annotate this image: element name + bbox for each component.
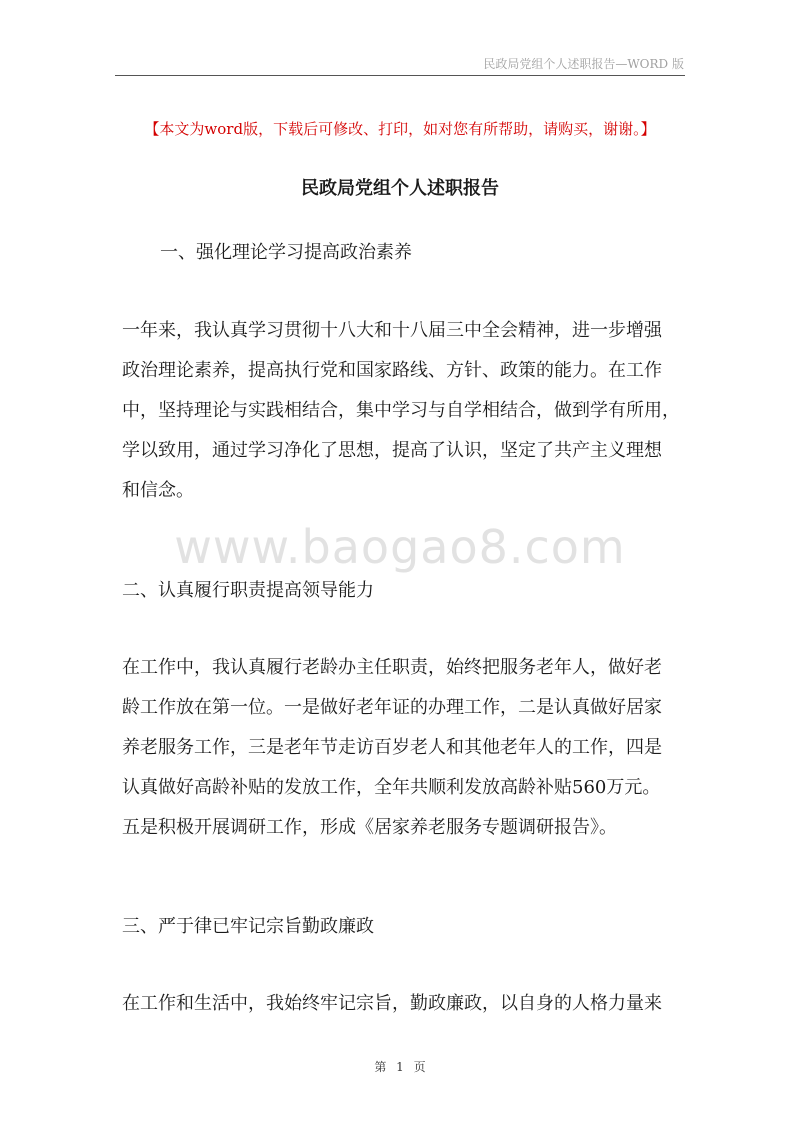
body-line: 五是积极开展调研工作，形成《居家养老服务专题调研报告》。: [122, 817, 617, 838]
page-number: 1: [396, 1060, 404, 1074]
document-title: 民政局党组个人述职报告: [301, 178, 499, 199]
section-heading-2: 二、认真履行职责提高领导能力: [122, 580, 374, 601]
body-line: 和信念。: [122, 480, 194, 501]
header-divider: [115, 75, 685, 76]
body-line: 中，坚持理论与实践相结合，集中学习与自学相结合，做到学有所用，: [122, 400, 680, 421]
body-line: 学以致用，通过学习净化了思想，提高了认识，坚定了共产主义理想: [122, 440, 662, 461]
body-line: 一年来，我认真学习贯彻十八大和十八届三中全会精神，进一步增强: [122, 320, 662, 341]
body-line: 认真做好高龄补贴的发放工作，全年共顺利发放高龄补贴560万元。: [122, 777, 661, 798]
section-heading-1: 一、强化理论学习提高政治素养: [160, 242, 412, 263]
page-number-suffix: 页: [413, 1060, 426, 1074]
body-line: 在工作中，我认真履行老龄办主任职责，始终把服务老年人，做好老: [122, 657, 662, 678]
section-body-2: [122, 648, 688, 848]
body-line: 政治理论素养，提高执行党和国家路线、方针、政策的能力。在工作: [122, 360, 662, 381]
body-line: 养老服务工作，三是老年节走访百岁老人和其他老年人的工作，四是: [122, 737, 662, 758]
body-line: 龄工作放在第一位。一是做好老年证的办理工作，二是认真做好居家: [122, 697, 662, 718]
purchase-notice: 【本文为word版，下载后可修改、打印，如对您有所帮助，请购买，谢谢。】: [144, 120, 656, 138]
page-number-prefix: 第: [374, 1060, 387, 1074]
page-footer: [0, 1058, 800, 1075]
page-header: 民政局党组个人述职报告—WORD 版: [483, 57, 684, 71]
section-body-3: [122, 984, 688, 1024]
section-body-1: [122, 311, 688, 511]
body-line: 在工作和生活中，我始终牢记宗旨，勤政廉政，以自身的人格力量来: [122, 993, 662, 1014]
section-heading-3: 三、严于律已牢记宗旨勤政廉政: [122, 916, 374, 937]
watermark-text: www.baogao8.com: [174, 520, 626, 574]
